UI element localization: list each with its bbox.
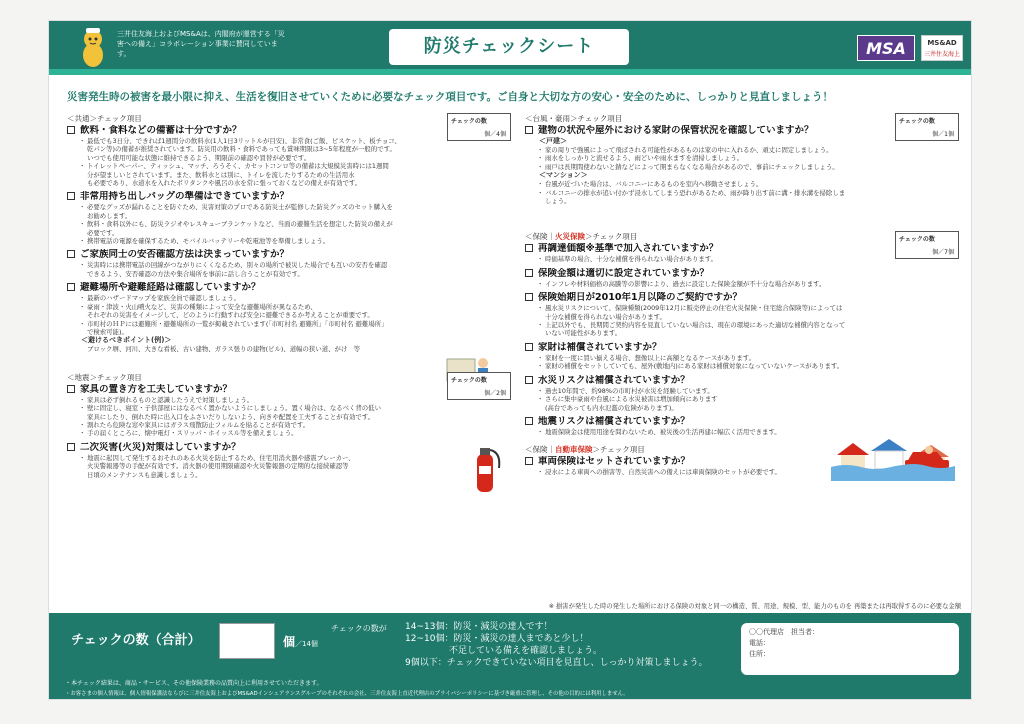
count-box-label: チェックの数 bbox=[451, 376, 487, 384]
storm-section bbox=[525, 113, 965, 205]
checkbox[interactable] bbox=[67, 443, 75, 451]
bullet-text: ・ 家財の補償をセットしていても、屋外(敷地内)にある家財は補償対象になっていないケースがあります。 bbox=[525, 362, 965, 370]
msad-logo bbox=[921, 35, 963, 61]
check-item bbox=[67, 249, 517, 278]
bullet-text: ・ 家の周りで強風によって飛ばされる可能性があるものは家の中に入れるか、頑丈に固定しましょう。 bbox=[525, 146, 965, 154]
check-question[interactable]: 車両保険はセットされていますか？ bbox=[525, 456, 965, 468]
bullet-text: ・ 災害時には携帯電話の回線がつながりにくくなるため、別々の場所で被災した場合でも互いの安否を確認 bbox=[67, 261, 517, 269]
msad-logo-bottom: 三井住友海上 bbox=[923, 51, 960, 58]
section-label: ＜保険｜自動車保険＞チェック項目 bbox=[525, 445, 645, 455]
avoid-points-text: ブロック塀、河川、大きな看板、古い建物、ガラス張りの建物(ビル)、道幅の狭い道、がけ 等 bbox=[87, 345, 361, 354]
bullet-text: 十分な補償を得られない場合があります。 bbox=[545, 312, 666, 321]
bullet-text: ・ 家財を一度に買い揃える場合、想像以上に高額となるケースがあります。 bbox=[525, 354, 965, 362]
msa-logo: MSA bbox=[857, 35, 915, 61]
bullet-text: ・ 風水災リスクについて、保険種類(2009年12月に販売停止の住宅火災保険・住宅総合保険等)によっては bbox=[525, 304, 965, 312]
check-question[interactable]: 非常用持ち出しバッグの準備はできていますか？ bbox=[67, 191, 517, 203]
page-title: 防災チェックシート bbox=[389, 29, 629, 65]
count-box-unit: 個／4個 bbox=[484, 131, 506, 138]
check-item bbox=[67, 282, 517, 353]
check-question[interactable]: 保険金額は適切に設定されていますか？ bbox=[525, 268, 965, 280]
checkbox[interactable] bbox=[525, 126, 533, 134]
bullet-text: で検索可能)。 bbox=[87, 327, 128, 336]
section-label: ＜保険｜火災保険＞チェック項目 bbox=[525, 232, 638, 242]
bullet-text: ・ トイレットペーパー、ティッシュ、マッチ、ろうそく、カセットコンロ等の備蓄は大規模災害時には1週間 bbox=[67, 162, 517, 170]
agency-phone: 電話： bbox=[749, 639, 770, 647]
check-question[interactable]: 再調達価額※基準で加入されていますか？ bbox=[525, 243, 965, 255]
bullet-text: 乾パン等)の備蓄が推奨されています。防災用の飲料・食料であっても賞味期限は3~5年程度が一般的です。 bbox=[87, 145, 396, 154]
check-question[interactable]: 飲料・食料などの備蓄は十分ですか？ bbox=[67, 125, 517, 137]
bullet-text: ・ 雨戸は長期間使わないと錆などによって開まらなくなる場合があるので、事前にチェックしましょう。 bbox=[525, 163, 965, 171]
result-line: 9個以下：チェックできていない項目を見直し、しっかり対策しましょう。 bbox=[405, 658, 708, 668]
bullet-text: 家具にしたり、倒れた時に出入口をふさいだりしないよう、向きや配置を工夫することが有効です。 bbox=[87, 412, 375, 421]
checkbox[interactable] bbox=[67, 283, 75, 291]
footnote: ※ 損害が発生した時の発生した場所における保険の対象と同一の構造、質、用途、規模、型、能力のものを 再築または再取得するのに必要な金額 bbox=[548, 603, 961, 610]
bullet-text: 火災警報器等の手配が有効です。消火器の使用期限確認や火災警報器の定期的な接続確認等 bbox=[87, 462, 349, 471]
check-item bbox=[525, 375, 965, 412]
bullet-text: ・ 最新のハザードマップを家族全員で確認しましょう。 bbox=[67, 294, 517, 302]
auto-insurance-section bbox=[525, 444, 965, 476]
check-question[interactable]: 保険始期日が2010年1月以降のご契約ですか？ bbox=[525, 292, 965, 304]
check-question[interactable]: 家財は補償されていますか？ bbox=[525, 342, 965, 354]
flooded-car-icon bbox=[899, 440, 955, 480]
count-box-label: チェックの数 bbox=[451, 118, 487, 125]
bullet-text: ・ インフレや材料価格の高騰等の影響により、過去に設定した保険金額が不十分な場合があります。 bbox=[525, 280, 965, 288]
bullet-text: ・ バルコニーの排水が追い付かず浸水してしまう恐れがあるため、雨が降り出す前に溝・排水溝を掃除しま bbox=[525, 189, 965, 197]
bullet-text: ・ 浸水による車両への損害等、自然災害への備えには車両保険のセットが必要です。 bbox=[525, 468, 965, 476]
checkbox[interactable] bbox=[67, 192, 75, 200]
bullet-text: ・ 地震保険金は使用用途を問わないため、被災後の生活再建に幅広く活用できます。 bbox=[525, 428, 965, 436]
fire-extinguisher-icon bbox=[465, 440, 505, 496]
result-line: 14~13個：防災・減災の達人です！ bbox=[405, 622, 553, 632]
bullet-text: それぞれの災害をイメージして、どのように行動すれば安全に避難できるか考えることが重要です。 bbox=[87, 311, 374, 320]
agency-info-box[interactable] bbox=[741, 623, 959, 675]
check-question[interactable]: 地震リスクは補償されていますか？ bbox=[525, 416, 965, 428]
bullet-text: 必要です。 bbox=[87, 228, 119, 237]
header-bar bbox=[49, 21, 972, 75]
bullet-text: ・ 豪雨・津波・火山噴火など、災害の種類によって安全な避難場所が異なるため、 bbox=[67, 303, 517, 311]
checkbox[interactable] bbox=[67, 385, 75, 393]
bullet-text: 分が望ましいとされています。また、飲料水とは別に、トイレを流したりするための生活用水 bbox=[87, 170, 355, 179]
check-item bbox=[525, 268, 965, 288]
total-count-unit: 個／14個 bbox=[283, 635, 318, 649]
count-box-unit: 個／2個 bbox=[484, 389, 506, 397]
checkbox[interactable] bbox=[67, 126, 75, 134]
count-box-unit: 個／1個 bbox=[932, 131, 954, 138]
footer-note: ・本チェック結果は、商品・サービス、その他保険業務の品質向上に利用させていただきます。 bbox=[65, 680, 323, 687]
bullet-text: ・ さらに集中豪雨や台風による水災被害は増加傾向にあります bbox=[525, 395, 965, 403]
section-label: ＜地震＞チェック項目 bbox=[67, 372, 142, 382]
total-count-label: チェックの数（合計） bbox=[71, 633, 201, 648]
bullet-text: ・ 時価基準の場合、十分な補償を得られない場合があります。 bbox=[525, 255, 965, 263]
check-question[interactable]: 家具の置き方を工夫していますか？ bbox=[67, 384, 517, 396]
bullet-text: いつでも使用可能な状態に維持できるよう、期限前の確認や買替が必要です。 bbox=[87, 153, 311, 162]
checkbox[interactable] bbox=[525, 457, 533, 465]
result-lead-text: チェックの数が bbox=[331, 624, 387, 633]
count-box-unit: 個／7個 bbox=[932, 249, 954, 257]
bullet-text: ・ 携帯電話の電源を確保するため、モバイルバッテリーや乾電池等を準備しましょう。 bbox=[67, 237, 517, 245]
check-item bbox=[525, 342, 965, 371]
earthquake-section bbox=[67, 372, 517, 479]
bullet-text: ・ 割れたら危険な窓や家具にはガラス飛散防止フィルムを貼ることが有効です。 bbox=[67, 421, 517, 429]
bullet-text: お勧めします。 bbox=[87, 211, 132, 220]
left-column bbox=[67, 113, 517, 487]
section-label: ＜台風・豪雨＞チェック項目 bbox=[525, 114, 623, 123]
check-item bbox=[525, 292, 965, 338]
section-count-box[interactable] bbox=[895, 113, 959, 141]
bullet-text: ・ 最低でも3日分、できれば1週間分の飲料水(1人1日3リットルが目安)、非常食(ご飯、ビスケット、板チョコ、 bbox=[67, 137, 517, 145]
avoid-points-heading: ＜避けるべきポイント(例)＞ bbox=[81, 336, 172, 345]
bullet-text: ・ 地震に起因して発生するおそれのある火災を防止するため、住宅用消火器や感震ブレーカー、 bbox=[67, 454, 517, 462]
result-line: 12~10個：防災・減災の達人まであと少し！ bbox=[405, 634, 589, 644]
footer-notes bbox=[65, 679, 629, 699]
bullet-text: ・ 手の届くところに、懐中電灯・スリッパ・ホイッスル等を備えましょう。 bbox=[67, 429, 517, 437]
footer-note: ・お客さまの個人情報は、個人情報保護法ならびに三井住友海上およびMS&ADインシュアランスグループのそれぞれの会社、三井住友海上直近代理店のプライバシーポリシーに基づき厳重に管理し、その他の目的には利用しません。 bbox=[65, 691, 629, 697]
checkbox[interactable] bbox=[525, 269, 533, 277]
check-question[interactable]: 水災リスクは補償されていますか？ bbox=[525, 375, 965, 387]
house-type-heading: ＜戸建＞ bbox=[539, 137, 567, 145]
msad-logo-top: MS&AD bbox=[927, 39, 957, 47]
checkbox[interactable] bbox=[67, 250, 75, 258]
agency-address: 住所： bbox=[749, 650, 770, 658]
check-question[interactable]: ご家族同士の安否確認方法は決まっていますか？ bbox=[67, 249, 517, 261]
intro-text: 災害発生時の被害を最小限に抑え、生活を復旧させていくために必要なチェック項目です。ご自身と大切な方の安心・安全のために、しっかりと見直しましょう！ bbox=[67, 91, 833, 103]
bullet-text: ・ 過去10年間で、約98%の市町村が水災を経験しています。 bbox=[525, 387, 965, 395]
common-section bbox=[67, 113, 517, 354]
total-count-input[interactable] bbox=[219, 623, 275, 659]
footer-bar bbox=[49, 613, 972, 700]
checkbox[interactable] bbox=[525, 293, 533, 301]
bullet-text: も必要であり、水道水を入れたポリタンクや風呂の水を常に張っておくなどの備えが有効です。 bbox=[87, 179, 362, 188]
right-column bbox=[525, 113, 965, 485]
bullet-text: ・ 壁に固定し、寝室・子供部屋にはなるべく置かないようにしましょう。置く場合は、なるべく背の低い bbox=[67, 404, 517, 412]
agency-contact: 〇〇代理店 担当者： bbox=[749, 628, 819, 636]
bullet-text: いない可能性があります。 bbox=[545, 329, 622, 338]
bullet-text: できるよう、安否確認の方法や集合場所を事前に話し合うことが有効です。 bbox=[87, 269, 304, 278]
bullet-text: (高台であっても内水氾濫の危険があります)。 bbox=[545, 403, 678, 412]
check-question[interactable]: 二次災害(火災)対策はしていますか？ bbox=[67, 442, 517, 454]
fire-insurance-section bbox=[525, 231, 965, 436]
collaboration-note: 三井住友海上およびMS&Aは、内閣府が運営する「災害への備え」コラボレーション事業に賛同しています。 bbox=[117, 30, 285, 58]
mascot-icon bbox=[75, 25, 111, 69]
bullet-text: ・ 必要なグッズが漏れることを防ぐため、災害対策のプロである防災士が監修した防災グッズのセット購入を bbox=[67, 203, 517, 211]
check-question[interactable]: 避難場所や避難経路は確認していますか？ bbox=[67, 282, 517, 294]
bullet-text: ・ 市町村のＨＰには避難所・避難場所の一覧が掲載されています(「市町村名 避難所」「市町村名 避難場所」 bbox=[67, 320, 517, 328]
check-item bbox=[67, 442, 517, 479]
bullet-text: ・ 家具は必ず倒れるものと認識したうえで対策しましょう。 bbox=[67, 396, 517, 404]
checkbox[interactable] bbox=[525, 417, 533, 425]
result-list bbox=[405, 621, 707, 669]
check-question[interactable]: 建物の状況や屋外における家財の保管状況を確認していますか？ bbox=[525, 125, 965, 137]
bullet-text: 日頃のメンテナンスも意識しましょう。 bbox=[87, 470, 202, 479]
checkbox[interactable] bbox=[525, 244, 533, 252]
bullet-text: ・ 飲料・食料以外にも、防災ラジオやレスキューブランケットなど、当面の避難生活を想定した防災の備えが bbox=[67, 220, 517, 228]
checkbox[interactable] bbox=[525, 376, 533, 384]
check-item bbox=[67, 191, 517, 245]
bullet-text: ・ 上記以外でも、長期間ご契約内容を見直していない場合は、現在の環境にあった適切な補償内容となって bbox=[525, 321, 965, 329]
count-box-label: チェックの数 bbox=[899, 118, 935, 125]
section-label: ＜共通＞チェック項目 bbox=[67, 114, 142, 123]
bullet-text: ・ 台風が近づいた場合は、バルコニーにあるものを室内へ移動させましょう。 bbox=[525, 180, 965, 188]
house-type-heading: ＜マンション＞ bbox=[539, 171, 588, 180]
bullet-text: ・ 雨水をしっかりと流せるよう、雨どいや雨水ますを清掃しましょう。 bbox=[525, 154, 965, 162]
bullet-text: しょう。 bbox=[545, 197, 571, 206]
count-box-label: チェックの数 bbox=[899, 236, 935, 244]
checklist-sheet bbox=[48, 20, 972, 700]
checkbox[interactable] bbox=[525, 343, 533, 351]
result-line: 不足している備えを確認しましょう。 bbox=[449, 646, 603, 656]
